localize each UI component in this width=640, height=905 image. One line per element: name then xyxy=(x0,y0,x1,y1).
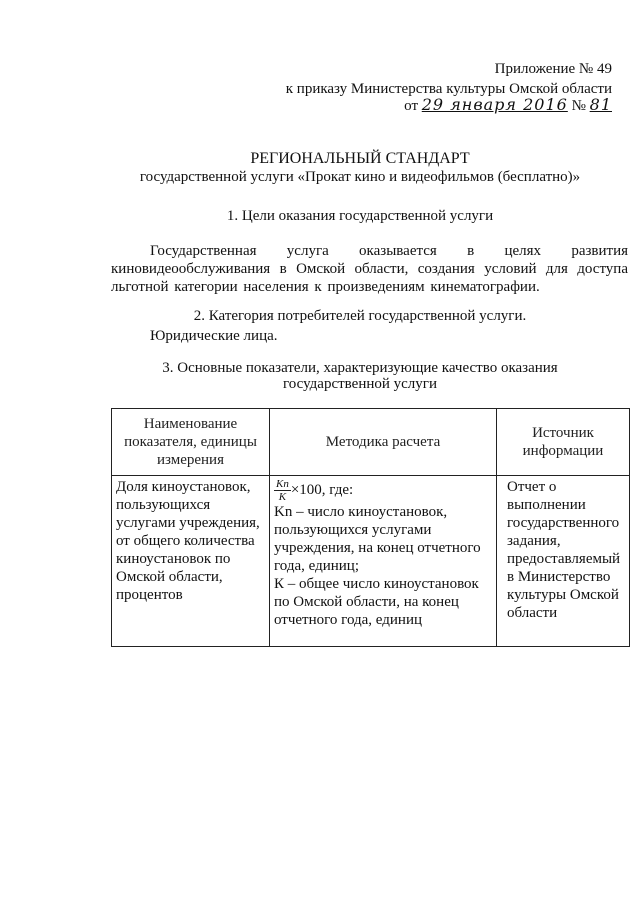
section1-heading: 1. Цели оказания государственной услуги xyxy=(226,208,494,224)
formula-tail: ×100, где: xyxy=(290,481,354,498)
handwritten-number: 81 xyxy=(589,95,612,114)
cell-source: Отчет о выполнении государственного задания, предоставляемый в Министерство культуры Омской области xyxy=(497,476,630,647)
method-k-definition: К – общее число киноустановок по Омской области, на конец отчетного года, единиц xyxy=(274,576,479,628)
section2-heading: 2. Категория потребителей государственной услуги. xyxy=(193,308,527,324)
indicators-table xyxy=(111,408,630,647)
section2-body: Юридические лица. xyxy=(150,328,278,344)
header-source: Источник информации xyxy=(497,409,630,476)
order-reference: к приказу Министерства культуры Омской области xyxy=(285,81,612,97)
cell-indicator: Доля киноустановок, пользующихся услугами учреждения, от общего количества киноустановок по Омской области, процентов xyxy=(112,476,270,647)
section3-heading-line2: государственной услуги xyxy=(283,376,437,392)
header-method: Методика расчета xyxy=(270,409,497,476)
document-subtitle: государственной услуги «Прокат кино и видеофильмов (бесплатно)» xyxy=(139,169,581,185)
number-prefix: № xyxy=(571,98,586,114)
formula-numerator: Kn xyxy=(276,478,289,490)
order-date-line xyxy=(404,96,612,115)
table-row xyxy=(112,476,630,647)
formula-fraction xyxy=(274,478,291,503)
formula-denominator: K xyxy=(278,491,287,503)
formula xyxy=(274,478,492,503)
table-header-row xyxy=(112,409,630,476)
appendix-number: Приложение № 49 xyxy=(494,61,612,77)
document-title: РЕГИОНАЛЬНЫЙ СТАНДАРТ xyxy=(250,150,470,167)
section1-body: Государственная услуга оказывается в целях развития киновидеообслуживания в Омской области, создания условий для доступа льготной категории населения к произведениям кинематографии. xyxy=(111,243,628,295)
section3-heading-line1: 3. Основные показатели, характеризующие качество оказания xyxy=(162,360,558,376)
handwritten-date: 29 января 2016 xyxy=(421,95,568,114)
method-kn-definition: Kn – число киноустановок, пользующихся услугами учреждения, на конец отчетного года, единиц; xyxy=(274,504,481,574)
date-prefix: от xyxy=(404,98,418,114)
header-indicator: Наименование показателя, единицы измерения xyxy=(112,409,270,476)
cell-method xyxy=(270,476,497,647)
